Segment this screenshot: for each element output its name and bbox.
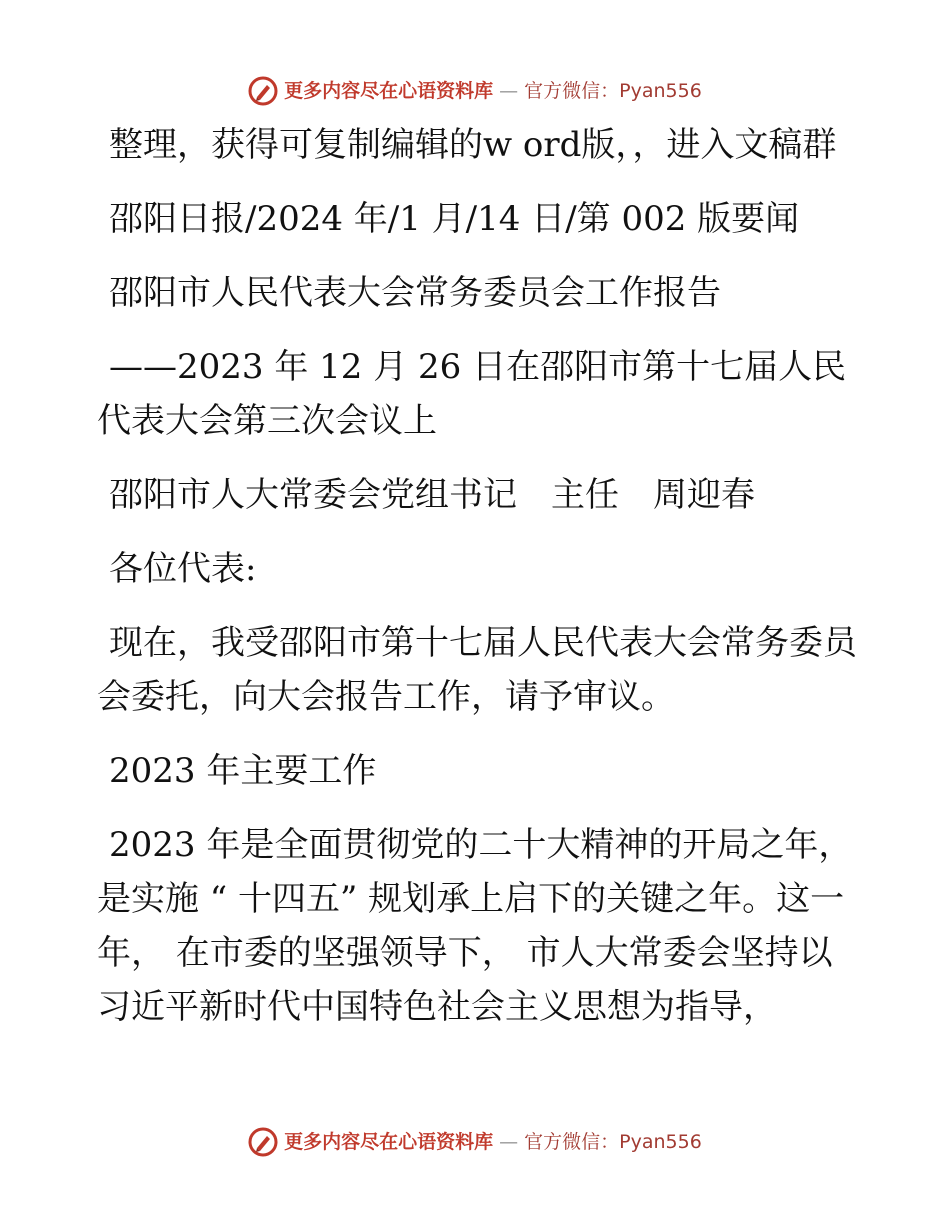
pen-logo-icon [248,76,278,106]
report-subtitle: ——2023 年 12 月 26 日在邵阳市第十七届人民代表大会第三次会议上 [97,347,847,441]
salutation: 各位代表: [109,549,257,589]
footer-watermark [0,1127,950,1157]
source-line: 邵阳日报/2024 年/1 月/14 日/第 002 版要闻 [109,199,800,239]
opening-paragraph: 现在，我受邵阳市第十七届人民代表大会常务委员会委托，向大会报告工作，请予审议。 [97,623,857,717]
intro-note: 整理，获得可复制编辑的w ord版，，进入文稿群 [109,125,837,165]
report-title: 邵阳市人民代表大会常务委员会工作报告 [109,273,721,313]
pen-logo-icon [248,1127,278,1157]
watermark-contact-text: 官方微信：Pyan556 [524,80,702,102]
watermark-separator: — [499,1131,519,1153]
document-body [97,118,857,1034]
watermark-main-text: 更多内容尽在心语资料库 [284,80,494,102]
report-author: 邵阳市人大常委会党组书记 主任 周迎春 [109,475,755,515]
body-paragraph: 2023 年是全面贯彻党的二十大精神的开局之年，是实施 “ 十四五” 规划承上启下的关键之年。这一年， 在市委的坚强领导下， 市人大常委会坚持以习近平新时代中国特色社会主义思想为指导， [97,825,853,1027]
watermark-main-text: 更多内容尽在心语资料库 [284,1131,494,1153]
header-watermark [0,76,950,106]
section-heading: 2023 年主要工作 [109,751,377,791]
watermark-contact-text: 官方微信：Pyan556 [524,1131,702,1153]
watermark-separator: — [499,80,519,102]
